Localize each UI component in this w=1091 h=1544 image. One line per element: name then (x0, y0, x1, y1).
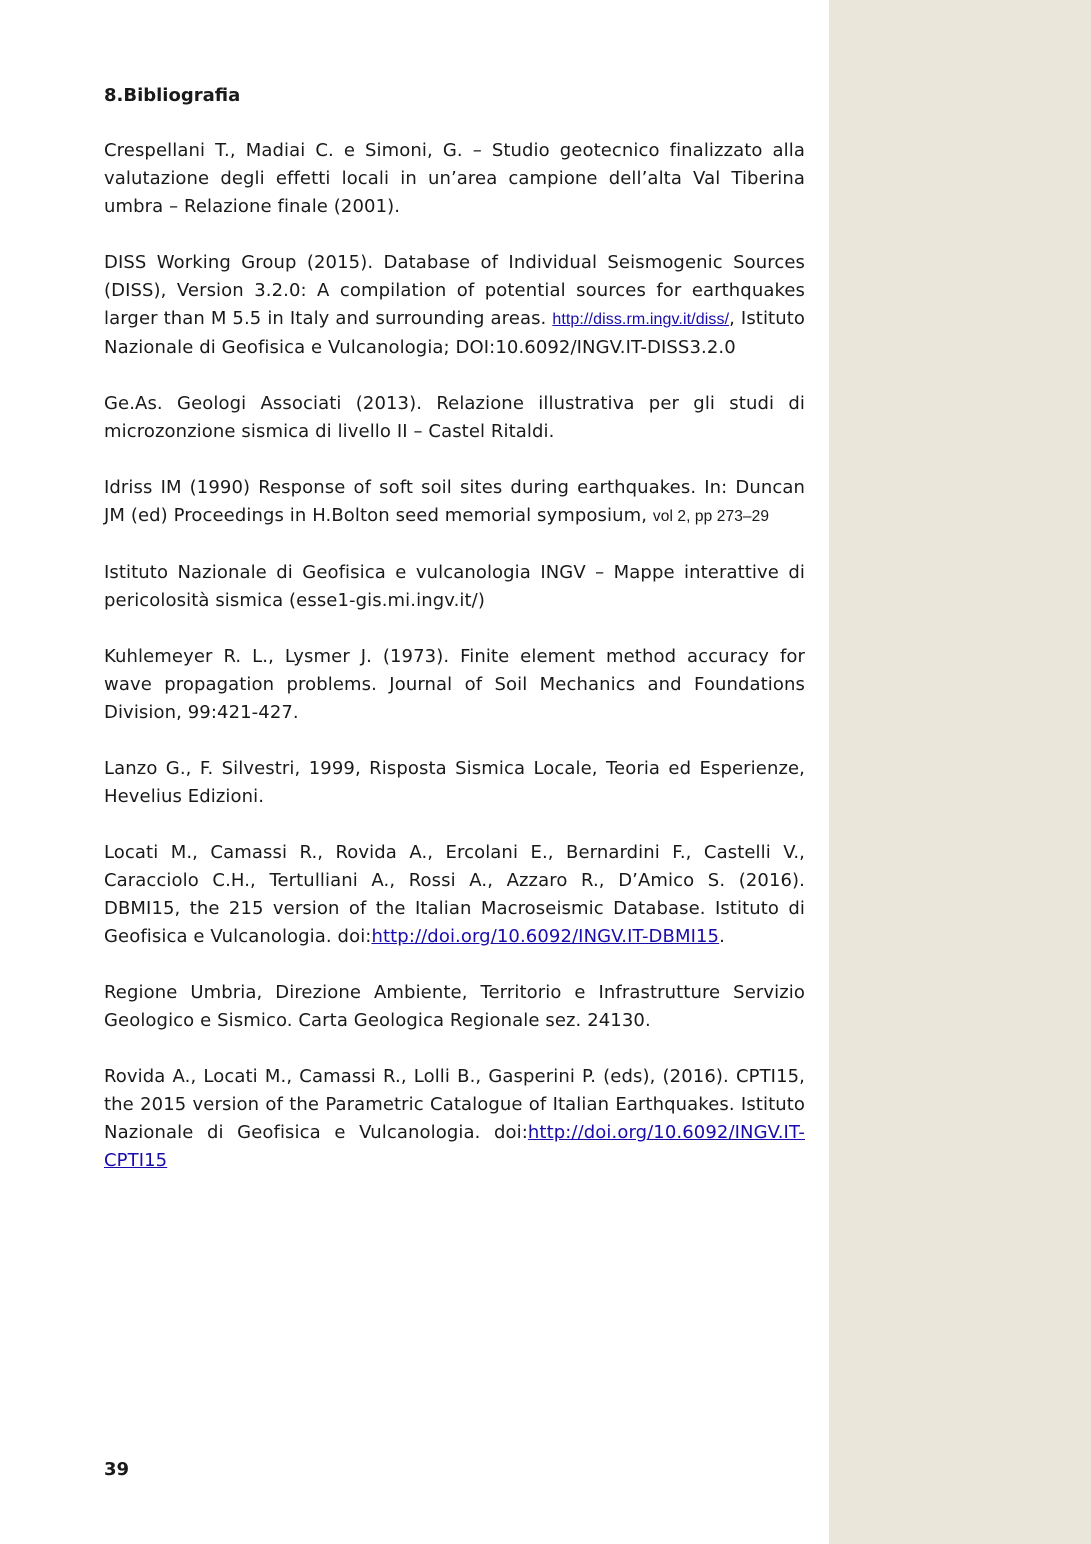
section-heading: 8.Bibliografia (104, 85, 241, 106)
reference-geas: Ge.As. Geologi Associati (2013). Relazione illustrativa per gli studi di microzonzione sismica di livello II – Castel Ritaldi. (104, 393, 805, 442)
page-side-band (829, 0, 1091, 1544)
reference-diss: DISS Working Group (2015). Database of Individual Seismogenic Sources (DISS), Version 3.2.0: A compilation of potential sources for earthquakes larger than M 5.5 in Italy and surrounding areas. http://diss.rm.ingv.it/diss/, Istituto Nazionale di Geofisica e Vulcanologia; DOI:10.6092/INGV.IT-DISS3.2.0 (104, 252, 805, 358)
reference-crespellani: Crespellani T., Madiai C. e Simoni, G. – Studio geotecnico finalizzato alla valutazione degli effetti locali in un’area campione dell’alta Val Tiberina umbra – Relazione finale (2001). (104, 140, 805, 217)
reference-lanzo: Lanzo G., F. Silvestri, 1999, Risposta Sismica Locale, Teoria ed Esperienze, Hevelius Edizioni. (104, 758, 805, 807)
page-number: 39 (104, 1459, 130, 1480)
reference-rovida: Rovida A., Locati M., Camassi R., Lolli B., Gasperini P. (eds), (2016). CPTI15, the 2015 version of the Parametric Catalogue of Italian Earthquakes. Istituto Nazionale di Geofisica e Vulcanologia. doi:http://doi.org/10.6092/INGV.IT-CPTI15 (104, 1066, 805, 1171)
reference-regione-umbria: Regione Umbria, Direzione Ambiente, Territorio e Infrastrutture Servizio Geologico e Sismico. Carta Geologica Regionale sez. 24130. (104, 982, 805, 1031)
reference-idriss: Idriss IM (1990) Response of soft soil sites during earthquakes. In: Duncan JM (ed) Proceedings in H.Bolton seed memorial symposium, vol 2, pp 273–29 (104, 477, 805, 526)
bibliography-section (104, 82, 805, 1203)
diss-link[interactable]: http://diss.rm.ingv.it/diss/ (552, 311, 730, 328)
reference-ingv-maps: Istituto Nazionale di Geofisica e vulcanologia INGV – Mappe interattive di pericolosità sismica (esse1-gis.mi.ingv.it/) (104, 562, 805, 611)
cpti15-link[interactable]: http://doi.org/10.6092/INGV.IT-CPTI15 (104, 1122, 805, 1171)
dbmi15-link[interactable]: http://doi.org/10.6092/INGV.IT-DBMI15 (371, 926, 720, 947)
reference-kuhlemeyer: Kuhlemeyer R. L., Lysmer J. (1973). Finite element method accuracy for wave propagation problems. Journal of Soil Mechanics and Foundations Division, 99:421-427. (104, 646, 805, 723)
reference-locati: Locati M., Camassi R., Rovida A., Ercolani E., Bernardini F., Castelli V., Caracciolo C.H., Tertulliani A., Rossi A., Azzaro R., D’Amico S. (2016). DBMI15, the 215 version of the Italian Macroseismic Database. Istituto di Geofisica e Vulcanologia. doi:http://doi.org/10.6092/INGV.IT-DBMI15. (104, 842, 805, 947)
